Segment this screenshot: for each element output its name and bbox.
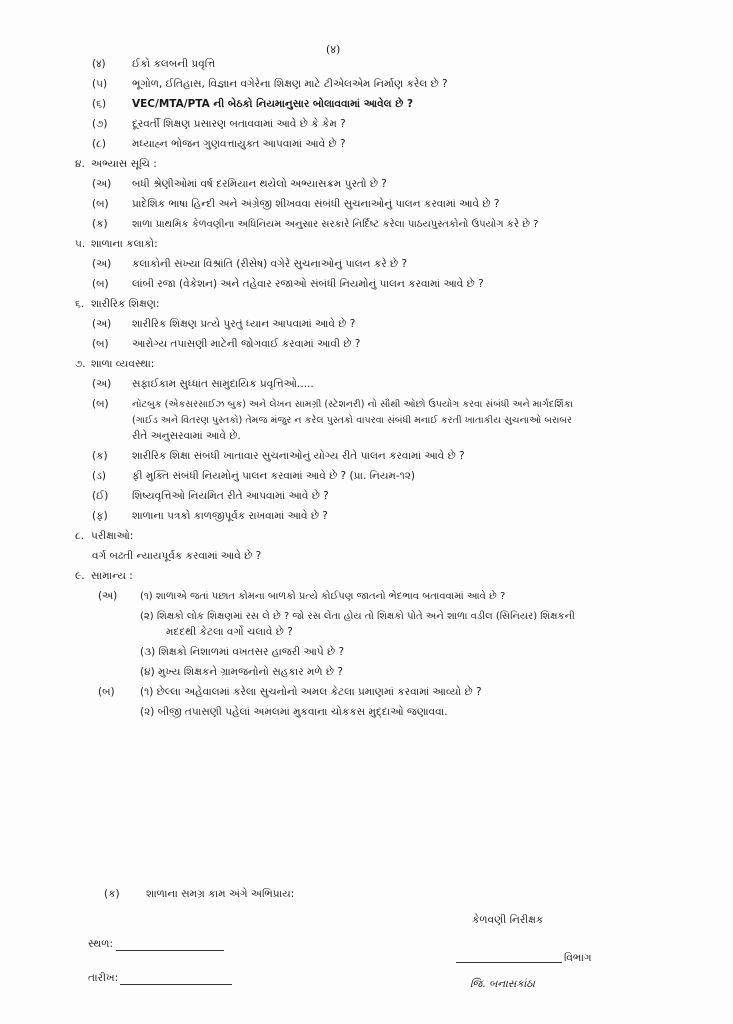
item-number: (૫) [92,78,108,90]
item-text: સફાઈકામ સુધ્ધાંત સામુદાયિક પ્રવૃત્તિઓ..... [132,378,314,390]
item-text: નોટબુક (એકસરસાઈઝ બુક) અને લેખન સામગ્રી (સ્ટેશનરી) નો સૌથી ઓછો ઉપયોગ કરવા સંબંધી અને માર્ગદર્શિકા [132,399,573,410]
item-number: (૭) [92,118,108,130]
item-number: (અ) [92,258,112,270]
item-text-continued: મદદથી કેટલા વર્ગો ચલાવે છે ? [166,626,293,638]
item-number: (અ) [92,178,112,190]
item-number: (બ) [92,338,109,350]
item-number: (અ) [92,378,112,390]
item-text: વર્ગ બઢતી ન્યાયપૂર્વક કરવામાં આવે છે ? [92,550,262,562]
inspector-title: કેળવણી નિરીક્ષક [472,914,544,926]
item-text: આરોગ્ય તપાસણી માટેની જોગવાઈ કરવામાં આવી છે ? [132,338,361,350]
item-text: શાળાના પત્રકો કાળજીપૂર્વક રાખવામાં આવે છે ? [132,510,328,522]
section-heading: શાળાના કલાકો: [91,238,158,250]
item-number: (બ) [98,686,115,698]
item-text: પ્રાદેશિક ભાષા હિન્દી અને અંગ્રેજી શીખવવા સંબંધી સુચનાઓનું પાલન કરવામાં આવે છે ? [132,198,500,210]
item-text: શારીરિક શિક્ષા સંબંધી ખાતાવાર સુચનાઓનું યોગ્ય રીતે પાલન કરવામાં આવે છે ? [132,450,465,462]
item-text: બધી શ્રેણીઓમાં વર્ષ દરમિયાન થયેલો અભ્યાસક્રમ પુરતો છે ? [132,178,387,190]
item-text: દૂરવર્તી શિક્ષણ પ્રસારણ બતાવવામાં આવે છે કે કેમ ? [132,118,346,130]
item-text: ભૂગોળ, ઈતિહાસ, વિજ્ઞાન વગેરેના શિક્ષણ માટે ટીએલએમ નિર્માણ કરેલ છે ? [132,78,448,90]
section-number: ૯. [75,570,85,582]
date-blank-line [120,984,232,985]
item-number: (અ) [92,318,112,330]
item-text: મધ્યાહ્ન ભોજન ગુણવત્તાયુક્ત આપવામાં આવે છે ? [132,138,346,150]
item-text: લાંબી રજા (વેકેશન) અને તહેવાર રજાઓ સંબંધી નિયમોનું પાલન કરવામાં આવે છે ? [132,278,484,290]
item-text: ઈકો કલબની પ્રવૃત્તિ [132,58,216,70]
place-blank-line [116,950,224,951]
item-number: (ક) [92,450,108,462]
section-heading: સામાન્ય : [91,570,133,582]
item-number: (અ) [98,590,118,602]
section-heading: અભ્યાસ સૂચિ : [91,158,157,170]
item-number: (ફ) [92,510,108,522]
section-number: ૬. [75,298,85,310]
item-text: VEC/MTA/PTA ની બેઠકો નિયમાનુસાર બોલાવવામાં આવેલ છે ? [132,98,414,110]
item-text-continued: રીતે અનુસરવામાં આવે છે. [132,430,241,442]
item-number: (ઈ) [92,490,109,502]
section-number: ૪. [75,158,85,170]
item-text: (૧) શાળાએ જતાં પછાત કોમના બાળકો પ્રત્યે કોઈપણ જાતનો ભેદભાવ બતાવવામાં આવે છે ? [140,591,506,602]
remark-number: (ક) [104,888,120,900]
page-number: (४) [326,43,341,56]
item-text: (૪) મુખ્ય શિક્ષકને ગ્રામજનોનો સહકાર મળે છે ? [140,666,343,678]
department-label: વિભાગ [564,952,592,964]
section-heading: શારીરિક શિક્ષણ: [91,298,160,310]
section-heading: શાળા વ્યવસ્થા: [91,358,155,370]
date-label: તારીખ: [88,972,119,984]
item-number: (બ) [92,398,109,410]
item-number: (૬) [92,98,107,110]
section-number: ૮. [75,530,85,542]
section-number: ૭. [75,358,86,370]
item-text: (૨) શિક્ષકો લોક શિક્ષણમાં રસ લે છે ? જો રસ લેતા હોય તો શિક્ષકો પોતે અને શાળા વડીલ (સિનિયર) શિક્ષકની [140,611,575,622]
district-stamp: જિ. બનાસકાંઠા [470,978,535,990]
section-heading: પરીક્ષાઓ: [91,530,134,542]
item-text: (૧) છેલ્લા અહેવાલમાં કરેલા સુચનોનો અમલ કેટલા પ્રમાણમાં કરવામાં આવ્યો છે ? [140,686,482,698]
item-number: (બ) [92,278,109,290]
item-text: (૩) શિક્ષકો નિશાળમાં વખતસર હાજરી આપે છે ? [140,646,345,658]
item-number: (ક) [92,218,108,230]
department-blank-line [456,962,562,963]
item-number: (૮) [92,138,106,150]
item-number: (४) [92,58,106,70]
item-text: શારીરિક શિક્ષણ પ્રત્યે પુરતું ધ્યાન આપવામાં આવે છે ? [132,318,356,330]
section-number: ૫. [75,238,86,250]
item-text-continued: (ગાઈડ અને વિતરણ પુસ્તકો) તેમજ મંજુર ન કરેલ પુસ્તકો વાપરવા સંબંધી મનાઈ કરતી ખાતાકીય સુચનાઓ બરાબર [132,415,573,426]
item-text: (૨) બીજી તપાસણી પહેલાં અમલમાં મુકવાના ચોકકસ મુદ્દાઓ જણાવવા. [140,706,448,718]
item-text: ફી મુક્તિ સંબંધી નિયમોનું પાલન કરવામાં આવે છે ? (પ્રા. નિયમ-૧૨) [132,470,416,482]
item-text: કલાકોની સંખ્યા વિશ્રાંતિ (રીસેષ) વગેરે સુચનાઓનું પાલન કરે છે ? [132,258,408,270]
place-label: સ્થળ: [88,938,113,950]
item-text: શાળા પ્રાથમિક કેળવણીના અધિનિયમ અનુસાર સરકારે નિર્દિષ્ટ કરેલા પાઠયપુસ્તકોનો ઉપયોગ કરે છે ? [132,219,539,230]
remark-label: શાળાના સમગ્ર કામ અંગે અભિપ્રાય: [146,888,295,900]
item-number: (બ) [92,198,109,210]
item-text: શિષ્યવૃત્તિઓ નિયમિત રીતે આપવામાં આવે છે ? [132,490,329,502]
item-number: (ડ) [92,470,106,482]
